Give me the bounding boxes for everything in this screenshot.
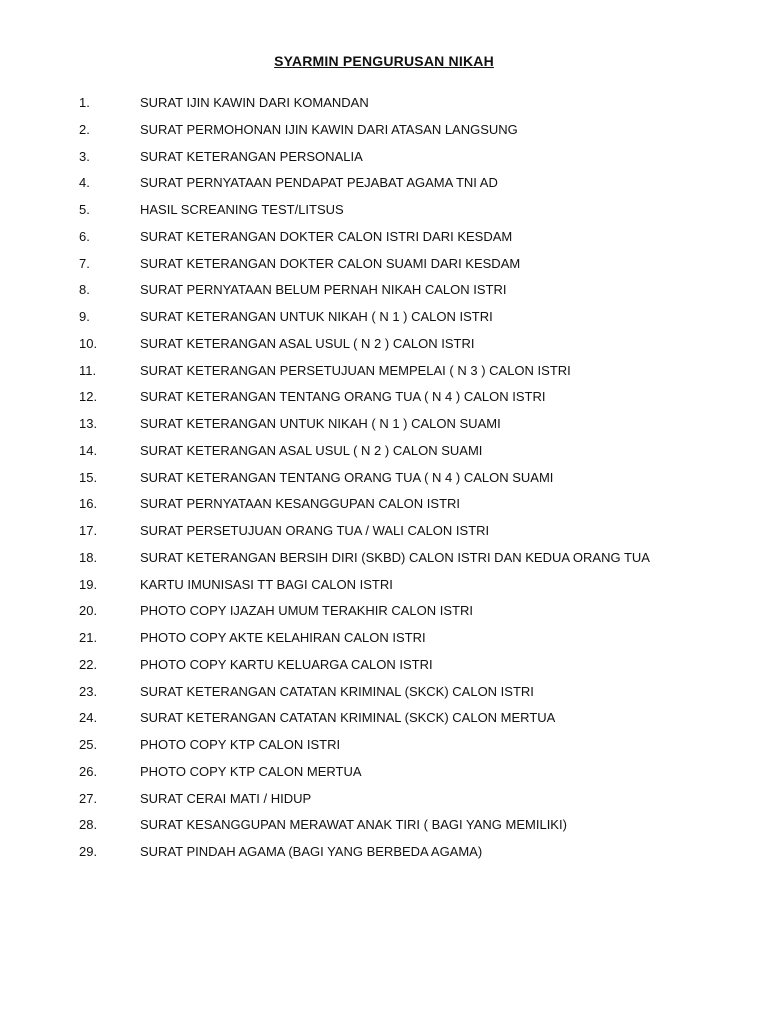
- list-item-number: 1.: [79, 95, 90, 110]
- list-item-number: 12.: [79, 389, 98, 405]
- list-item-text: PHOTO COPY KARTU KELUARGA CALON ISTRI: [140, 656, 433, 672]
- list-item-text: SURAT PERNYATAAN KESANGGUPAN CALON ISTRI: [140, 496, 461, 512]
- list-item-text: SURAT PERMOHONAN IJIN KAWIN DARI ATASAN LANGSUNG: [140, 121, 518, 137]
- list-item: [0, 652, 768, 679]
- list-item-text: SURAT CERAI MATI / HIDUP: [140, 790, 312, 806]
- document-title: SYARMIN PENGURUSAN NIKAH: [274, 53, 494, 69]
- list-item: [0, 90, 768, 117]
- list-item: [0, 545, 768, 572]
- list-item: [0, 197, 768, 224]
- list-item: [0, 251, 768, 278]
- list-item-text: PHOTO COPY IJAZAH UMUM TERAKHIR CALON ISTRI: [140, 603, 473, 619]
- list-item: [0, 572, 768, 599]
- list-item-number: 18.: [79, 549, 98, 565]
- list-item-text: SURAT KETERANGAN BERSIH DIRI (SKBD) CALON ISTRI DAN KEDUA ORANG TUA: [140, 549, 650, 565]
- list-item: [0, 598, 768, 625]
- list-item: [0, 411, 768, 438]
- list-item: [0, 277, 768, 304]
- list-item-text: SURAT KETERANGAN CATATAN KRIMINAL (SKCK) CALON MERTUA: [140, 710, 556, 726]
- list-item-text: SURAT KETERANGAN UNTUK NIKAH ( N 1 ) CALON SUAMI: [140, 416, 501, 431]
- list-item: [0, 679, 768, 706]
- list-item-text: SURAT KETERANGAN UNTUK NIKAH ( N 1 ) CALON ISTRI: [140, 309, 493, 324]
- list-item-text: PHOTO COPY KTP CALON MERTUA: [140, 763, 362, 779]
- list-item-number: 11.: [79, 362, 97, 378]
- list-item-text: SURAT KETERANGAN ASAL USUL ( N 2 ) CALON SUAMI: [140, 442, 483, 458]
- list-item-number: 20.: [79, 603, 98, 619]
- list-item-text: SURAT KETERANGAN TENTANG ORANG TUA ( N 4 ) CALON SUAMI: [140, 469, 554, 485]
- list-item-number: 13.: [79, 416, 98, 431]
- list-item: [0, 759, 768, 786]
- list-item: [0, 705, 768, 732]
- list-item-text: SURAT PERSETUJUAN ORANG TUA / WALI CALON ISTRI: [140, 523, 490, 538]
- list-item-number: 16.: [79, 496, 98, 512]
- list-item: [0, 839, 768, 866]
- list-item-text: SURAT KESANGGUPAN MERAWAT ANAK TIRI ( BAGI YANG MEMILIKI): [140, 817, 567, 833]
- list-item-text: SURAT KETERANGAN CATATAN KRIMINAL (SKCK) CALON ISTRI: [140, 683, 534, 699]
- list-item-text: PHOTO COPY KTP CALON ISTRI: [140, 737, 341, 752]
- list-item: [0, 491, 768, 518]
- list-item-text: SURAT PERNYATAAN PENDAPAT PEJABAT AGAMA TNI AD: [140, 175, 498, 191]
- list-item: [0, 331, 768, 358]
- list-item: [0, 732, 768, 759]
- list-item-text: HASIL SCREANING TEST/LITSUS: [140, 202, 344, 217]
- list-item-number: 28.: [79, 817, 98, 833]
- list-item-text: SURAT KETERANGAN TENTANG ORANG TUA ( N 4 ) CALON ISTRI: [140, 389, 546, 405]
- list-item: [0, 304, 768, 331]
- list-item-text: KARTU IMUNISASI TT BAGI CALON ISTRI: [140, 576, 393, 592]
- list-item-number: 22.: [79, 656, 98, 672]
- list-item-number: 19.: [79, 576, 98, 592]
- list-item-number: 3.: [79, 148, 90, 164]
- list-item: [0, 358, 768, 385]
- list-item-number: 17.: [79, 523, 98, 538]
- list-item: [0, 625, 768, 652]
- list-item-text: SURAT PERNYATAAN BELUM PERNAH NIKAH CALON ISTRI: [140, 282, 507, 298]
- list-item-number: 23.: [79, 683, 98, 699]
- requirements-list: [0, 90, 768, 866]
- list-item: [0, 224, 768, 251]
- list-item: [0, 465, 768, 492]
- list-item-number: 15.: [79, 469, 98, 485]
- list-item-number: 8.: [79, 282, 90, 298]
- list-item-text: SURAT KETERANGAN PERSETUJUAN MEMPELAI ( N 3 ) CALON ISTRI: [140, 362, 571, 378]
- list-item: [0, 786, 768, 813]
- list-item-text: PHOTO COPY AKTE KELAHIRAN CALON ISTRI: [140, 630, 426, 645]
- list-item: [0, 384, 768, 411]
- list-item-number: 2.: [79, 121, 90, 137]
- list-item-number: 4.: [79, 175, 90, 191]
- list-item: [0, 812, 768, 839]
- list-item-text: SURAT KETERANGAN DOKTER CALON SUAMI DARI KESDAM: [140, 255, 521, 271]
- list-item-number: 24.: [79, 710, 98, 726]
- list-item-number: 29.: [79, 844, 98, 859]
- list-item-text: SURAT KETERANGAN ASAL USUL ( N 2 ) CALON ISTRI: [140, 335, 475, 351]
- list-item: [0, 438, 768, 465]
- list-item-number: 9.: [79, 309, 90, 324]
- list-item: [0, 117, 768, 144]
- list-item-text: SURAT IJIN KAWIN DARI KOMANDAN: [140, 95, 369, 110]
- list-item: [0, 518, 768, 545]
- list-item-number: 21.: [79, 630, 98, 645]
- list-item-number: 25.: [79, 737, 98, 752]
- list-item-text: SURAT KETERANGAN PERSONALIA: [140, 148, 363, 164]
- list-item: [0, 144, 768, 171]
- list-item: [0, 170, 768, 197]
- list-item-number: 6.: [79, 228, 90, 244]
- list-item-number: 5.: [79, 202, 90, 217]
- list-item-number: 27.: [79, 790, 98, 806]
- list-item-number: 7.: [79, 255, 90, 271]
- list-item-text: SURAT KETERANGAN DOKTER CALON ISTRI DARI KESDAM: [140, 228, 513, 244]
- list-item-number: 10.: [79, 335, 98, 351]
- list-item-number: 26.: [79, 763, 98, 779]
- list-item-text: SURAT PINDAH AGAMA (BAGI YANG BERBEDA AGAMA): [140, 844, 483, 859]
- list-item-number: 14.: [79, 442, 98, 458]
